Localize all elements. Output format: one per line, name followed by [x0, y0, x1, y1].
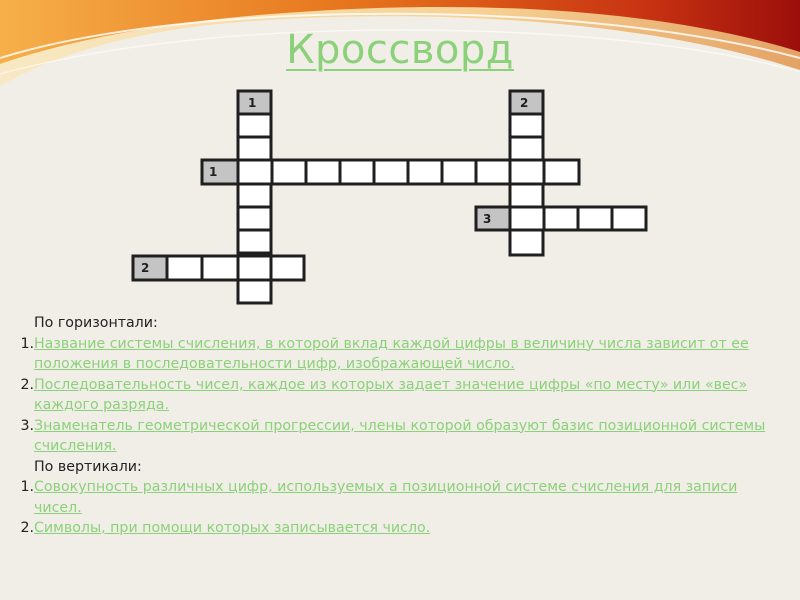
grid-cell[interactable] [510, 160, 544, 184]
clue-link[interactable]: Знаменатель геометрической прогрессии, члены которой образуют базис позиционной системы счисления. [34, 417, 766, 454]
grid-cell[interactable] [612, 207, 646, 230]
grid-number-down-1: 1 [248, 96, 257, 110]
grid-cell[interactable] [238, 114, 271, 137]
grid-cell[interactable] [510, 184, 543, 207]
grid-cell[interactable] [510, 114, 543, 137]
grid-cell[interactable] [544, 207, 578, 230]
grid-cell[interactable] [510, 137, 543, 160]
clue-link[interactable]: Последовательность чисел, каждое из которых задает значение цифры «по месту» или «вес» каждого разряда. [34, 376, 748, 413]
page-title: Кроссворд [286, 27, 514, 73]
across-heading: По горизонтали: [34, 315, 158, 331]
clue-link[interactable]: Название системы счисления, в которой вклад каждой цифры в величину числа зависит от ее положения в последовательности цифр, изображающей число. [34, 335, 749, 372]
grid-cell[interactable] [238, 137, 271, 160]
clue-cell-across-2 [133, 256, 167, 280]
clues-panel [10, 313, 770, 539]
clue-across-3 [10, 416, 770, 457]
grid-cell[interactable] [306, 160, 340, 184]
clue-number: 3. [20, 417, 34, 434]
grid-cell[interactable] [238, 207, 271, 230]
grid-cell[interactable] [510, 207, 544, 230]
grid-cell[interactable] [202, 256, 238, 280]
grid-cell[interactable] [238, 230, 271, 253]
grid-cell[interactable] [374, 160, 408, 184]
grid-cell[interactable] [578, 207, 612, 230]
clue-number: 2. [20, 520, 34, 536]
grid-cell[interactable] [340, 160, 374, 184]
down-heading: По вертикали: [34, 458, 142, 475]
grid-number-down-2: 2 [520, 96, 529, 110]
grid-cell[interactable] [510, 230, 543, 255]
clue-across-2 [10, 375, 770, 416]
grid-cell[interactable] [238, 256, 271, 280]
clue-link[interactable]: Совокупность различных цифр, используемых а позиционной системе счисления для записи чисел. [34, 479, 738, 516]
clue-link[interactable]: Символы, при помощи которых записывается число. [34, 520, 431, 536]
clue-number: 1. [20, 479, 34, 495]
grid-number-across-3: 3 [483, 212, 492, 226]
grid-number-across-1: 1 [209, 165, 218, 179]
grid-cell[interactable] [408, 160, 442, 184]
clue-number: 2. [20, 376, 34, 393]
clue-down-2 [10, 518, 770, 539]
grid-cell[interactable] [272, 160, 306, 184]
clue-number: 1. [20, 335, 34, 352]
grid-cell[interactable] [476, 160, 510, 184]
grid-cell[interactable] [167, 256, 202, 280]
grid-cell[interactable] [442, 160, 476, 184]
clue-cell-across-1 [202, 160, 238, 184]
grid-cell[interactable] [271, 256, 304, 280]
clue-down-1 [10, 477, 770, 518]
grid-cell[interactable] [238, 280, 271, 303]
grid-cell[interactable] [544, 160, 579, 184]
grid-cell[interactable] [238, 184, 271, 207]
grid-number-across-2: 2 [141, 261, 150, 275]
grid-cell[interactable] [238, 160, 272, 184]
clue-cell-across-3 [476, 207, 510, 230]
clue-across-1 [10, 334, 770, 375]
